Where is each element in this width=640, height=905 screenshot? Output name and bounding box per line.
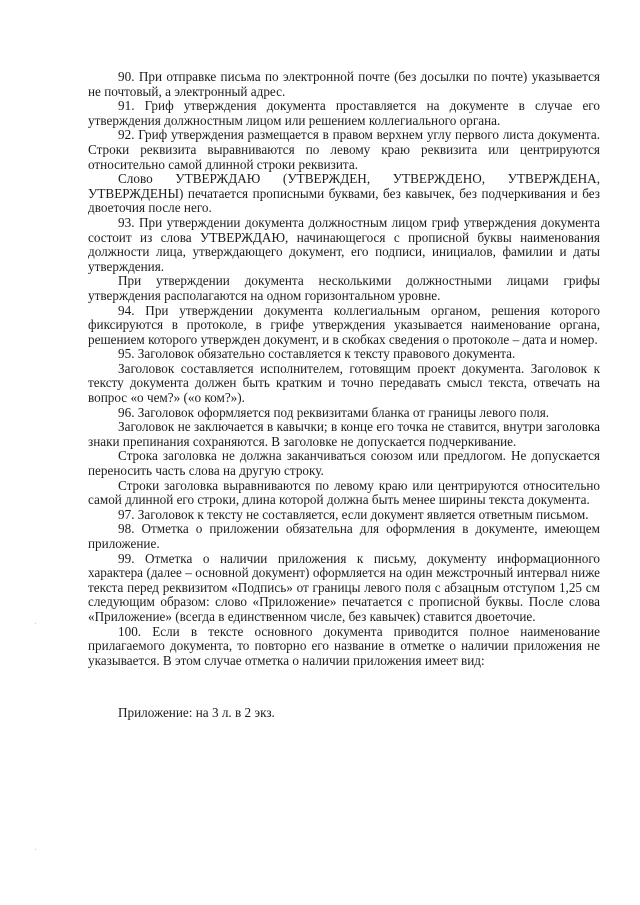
paragraph-97: 97. Заголовок к тексту не составляется, если документ является ответным письмом.	[118, 506, 589, 522]
paragraph-96-line-ending: Строка заголовка не должна заканчиваться союзом или предлогом. Не допускается переносить часть слова на другую строку.	[88, 448, 600, 479]
scan-artifact-dot: .	[34, 617, 37, 627]
paragraph-98: 98. Отметка о приложении обязательна для оформления в документе, имеющем приложение.	[88, 521, 600, 551]
paragraph-96-alignment: Строки заголовка выравниваются по левому краю или центрируются относительно самой длинной его строки, длина которой должна быть менее ширины текста документа.	[88, 477, 600, 508]
paragraph-93-multiple: При утверждении документа несколькими должностными лицами грифы утверждения располагаются на одном горизонтальном уровне.	[88, 273, 600, 303]
scan-artifact-dot: .	[34, 843, 37, 853]
paragraph-93: 93. При утверждении документа должностным лицом гриф утверждения документа состоит из слова УТВЕРЖДАЮ, начинающегося с прописной буквы наименования должности лица, утверждающего документ, его подписи, инициалов, фамилии и даты утверждения.	[88, 214, 600, 274]
paragraph-91: 91. Гриф утверждения документа проставляется на документе в случае его утверждения должностным лицом или решением коллегиального органа.	[88, 98, 600, 128]
paragraph-95-details: Заголовок составляется исполнителем, готовящим проект документа. Заголовок к тексту документа должен быть кратким и точно передавать смысл текста, отвечать на вопрос «о чем?» («о ком?»).	[88, 360, 600, 406]
paragraph-94: 94. При утверждении документа коллегиальным органом, решения которого фиксируются в протоколе, в грифе утверждения указывается наименование органа, решением которого утвержден документ, и в скобках сведения о протоколе – дата и номер.	[88, 302, 600, 347]
paragraph-96-quotes: Заголовок не заключается в кавычки; в конце его точка не ставится, внутри заголовка знаки препинания сохраняются. В заголовке не допускается подчеркивание.	[88, 419, 600, 449]
paragraph-99: 99. Отметка о наличии приложения к письму, документу информационного характера (далее – основной документ) оформляется на один межстрочный интервал ниже текста перед реквизитом «Подпись» от границы левого поля с абзацным отступом 1,25 см следующим образом: слово «Приложение» печатается с прописной буквы. После слова «Приложение» (всегда в единственном числе, без кавычек) ставится двоеточие.	[88, 550, 600, 624]
paragraph-92-utverzhdayu: Слово УТВЕРЖДАЮ (УТВЕРЖДЕН, УТВЕРЖДЕНО, УТВЕРЖДЕНА, УТВЕРЖДЕНЫ) печатается прописными буквами, без кавычек, без подчеркивания и без двоеточия после него.	[88, 171, 600, 216]
paragraph-92: 92. Гриф утверждения размещается в правом верхнем углу первого листа документа. Строки реквизита выравниваются по левому краю реквизита или центрируются относительно самой длинной строки реквизита.	[88, 127, 600, 172]
paragraph-96: 96. Заголовок оформляется под реквизитами бланка от границы левого поля.	[118, 404, 550, 420]
paragraph-90: 90. При отправке письма по электронной почте (без досылки по почте) указывается не почтовый, а электронный адрес.	[88, 69, 600, 99]
document-page	[88, 70, 600, 721]
paragraph-100: 100. Если в тексте основного документа приводится полное наименование прилагаемого документа, то повторно его название в отметке о наличии приложения не указывается. В этом случае отметка о наличии приложения имеет вид:	[88, 623, 600, 668]
paragraph-95: 95. Заголовок обязательно составляется к тексту правового документа.	[118, 346, 516, 362]
attachment-example: Приложение: на 3 л. в 2 экз.	[118, 705, 275, 721]
